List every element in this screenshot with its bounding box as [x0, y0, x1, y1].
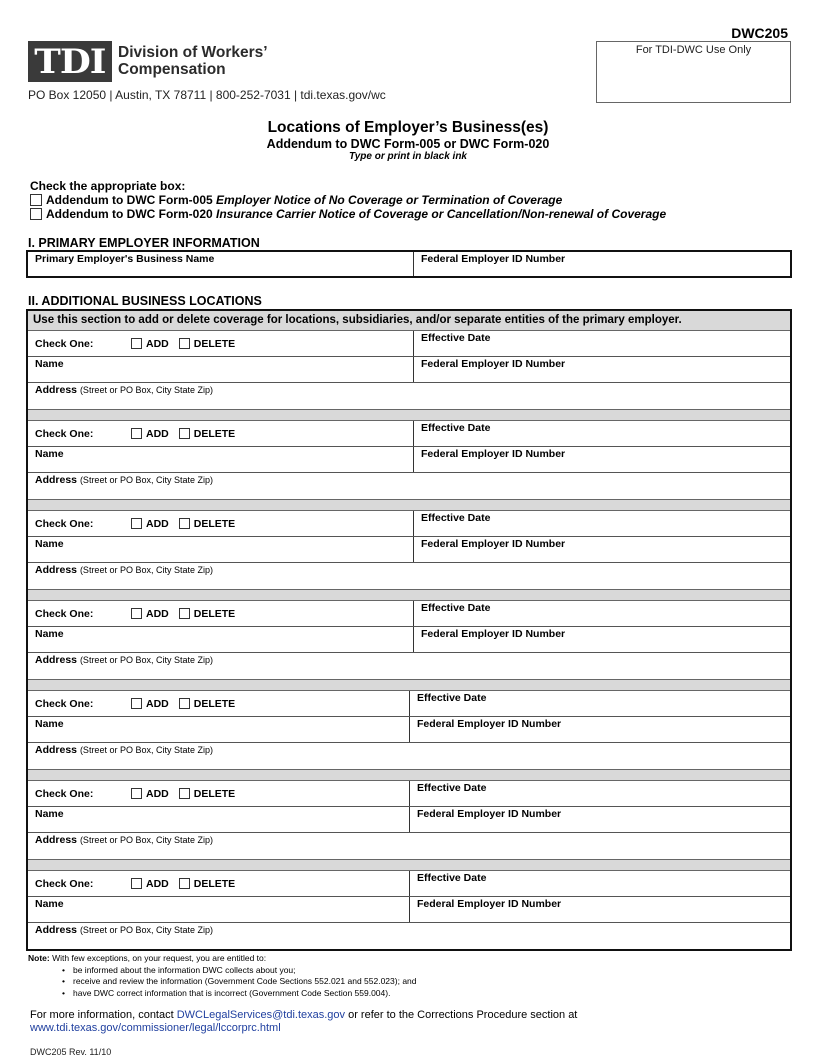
delete-option[interactable]: [179, 338, 235, 350]
address-hint: (Street or PO Box, City State Zip): [79, 565, 213, 575]
location-fein-field[interactable]: [410, 807, 790, 832]
address-hint: (Street or PO Box, City State Zip): [79, 475, 213, 485]
name-row: [28, 897, 790, 923]
block-separator: [28, 769, 790, 781]
location-name-label: Name: [35, 628, 64, 640]
location-name-field[interactable]: [28, 717, 410, 742]
additional-locations-table: [26, 309, 792, 951]
add-option[interactable]: [131, 698, 169, 710]
location-fein-label: Federal Employer ID Number: [417, 808, 562, 820]
location-fein-label: Federal Employer ID Number: [421, 628, 566, 640]
logo-text: TDI: [34, 41, 106, 82]
location-name-field[interactable]: [28, 357, 414, 382]
delete-checkbox[interactable]: [179, 518, 190, 529]
add-label: ADD: [146, 517, 169, 530]
add-label: ADD: [146, 787, 169, 800]
name-row: [28, 717, 790, 743]
delete-option[interactable]: [179, 878, 235, 890]
location-fein-field[interactable]: [410, 717, 790, 742]
location-block: [28, 769, 790, 859]
delete-label: DELETE: [193, 337, 236, 350]
check-one-row: [28, 601, 790, 627]
check-one-row: [28, 421, 790, 447]
check-one-cell: [28, 781, 410, 806]
location-name-label: Name: [35, 448, 64, 460]
add-checkbox[interactable]: [131, 518, 142, 529]
add-option[interactable]: [131, 338, 169, 350]
add-checkbox[interactable]: [131, 698, 142, 709]
location-fein-label: Federal Employer ID Number: [421, 538, 566, 550]
location-blocks: [28, 331, 790, 949]
delete-label: DELETE: [193, 607, 236, 620]
effective-date-label: Effective Date: [417, 872, 487, 884]
location-fein-field[interactable]: [414, 447, 790, 472]
location-fein-label: Federal Employer ID Number: [421, 448, 566, 460]
name-row: [28, 537, 790, 563]
locations-banner: Use this section to add or delete coverage for locations, subsidiaries, and/or separate entities of the primary employer.: [28, 311, 790, 331]
note-bullet: • be informed about the information DWC collects about you;: [62, 965, 417, 977]
address-hint: (Street or PO Box, City State Zip): [79, 385, 213, 395]
form-titles: [0, 119, 816, 163]
location-name-field[interactable]: [28, 807, 410, 832]
effective-date-field[interactable]: [414, 601, 790, 626]
check-one-cell: [28, 871, 410, 896]
address-label: Address: [35, 924, 78, 936]
location-block: [28, 331, 790, 409]
check-one-cell: [28, 511, 414, 536]
block-separator: [28, 409, 790, 421]
more-info-mid: or refer to the Corrections Procedure section at: [345, 1009, 578, 1021]
location-name-label: Name: [35, 718, 64, 730]
note-label: Note:: [28, 953, 50, 963]
location-address-field[interactable]: [28, 923, 790, 949]
location-name-field[interactable]: [28, 537, 414, 562]
location-address-field[interactable]: [28, 743, 790, 769]
location-name-label: Name: [35, 898, 64, 910]
division-line-2: Compensation: [118, 61, 226, 78]
address-label: Address: [35, 744, 78, 756]
check-one-cell: [28, 601, 414, 626]
section-1-heading: I. PRIMARY EMPLOYER INFORMATION: [28, 236, 260, 250]
note-bullets: [28, 965, 417, 1000]
add-option[interactable]: [131, 788, 169, 800]
page-subtitle: Addendum to DWC Form-005 or DWC Form-020: [266, 137, 550, 151]
add-option[interactable]: [131, 518, 169, 530]
address-label: Address: [35, 834, 78, 846]
delete-label: DELETE: [193, 697, 236, 710]
location-fein-field[interactable]: [414, 537, 790, 562]
address-hint: (Street or PO Box, City State Zip): [79, 925, 213, 935]
check-one-label: Check One:: [35, 877, 94, 890]
check-one-label: Check One:: [35, 337, 94, 350]
check-one-label: Check One:: [35, 697, 94, 710]
add-option[interactable]: [131, 878, 169, 890]
effective-date-label: Effective Date: [421, 602, 491, 614]
tdi-logo: [28, 41, 112, 82]
check-one-cell: [28, 331, 414, 356]
form-id: DWC205: [731, 25, 788, 41]
option-form-005: [30, 193, 666, 207]
add-checkbox[interactable]: [131, 878, 142, 889]
block-separator: [28, 679, 790, 691]
effective-date-label: Effective Date: [421, 422, 491, 434]
add-option[interactable]: [131, 428, 169, 440]
check-one-cell: [28, 421, 414, 446]
name-row: [28, 627, 790, 653]
name-row: [28, 357, 790, 383]
delete-label: DELETE: [193, 787, 236, 800]
location-address-field[interactable]: [28, 383, 790, 409]
location-fein-label: Federal Employer ID Number: [417, 898, 562, 910]
effective-date-field[interactable]: [414, 511, 790, 536]
add-checkbox[interactable]: [131, 338, 142, 349]
address-label: Address: [35, 384, 78, 396]
corrections-url-link[interactable]: www.tdi.texas.gov/commissioner/legal/lccorprc.html: [30, 1022, 281, 1034]
add-label: ADD: [146, 607, 169, 620]
more-info: [30, 1009, 577, 1035]
location-fein-field[interactable]: [414, 627, 790, 652]
block-separator: [28, 499, 790, 511]
block-separator: [28, 859, 790, 871]
note-text: With few exceptions, on your request, you are entitled to:: [49, 953, 267, 963]
check-one-label: Check One:: [35, 787, 94, 800]
delete-label: DELETE: [193, 877, 236, 890]
add-label: ADD: [146, 337, 169, 350]
note-bullet: • have DWC correct information that is incorrect (Government Code Section 559.004).: [62, 988, 417, 1000]
delete-option[interactable]: [179, 608, 235, 620]
location-fein-label: Federal Employer ID Number: [421, 358, 566, 370]
add-checkbox[interactable]: [131, 788, 142, 799]
check-one-cell: [28, 691, 410, 716]
location-block: [28, 679, 790, 769]
add-checkbox[interactable]: [131, 428, 142, 439]
primary-fein-label: Federal Employer ID Number: [421, 253, 566, 265]
location-address-field[interactable]: [28, 563, 790, 589]
location-name-label: Name: [35, 808, 64, 820]
delete-option[interactable]: [179, 788, 235, 800]
name-row: [28, 807, 790, 833]
add-checkbox[interactable]: [131, 608, 142, 619]
location-address-field[interactable]: [28, 833, 790, 859]
effective-date-label: Effective Date: [421, 512, 491, 524]
check-one-label: Check One:: [35, 607, 94, 620]
effective-date-label: Effective Date: [417, 782, 487, 794]
location-fein-label: Federal Employer ID Number: [417, 718, 562, 730]
add-label: ADD: [146, 427, 169, 440]
address-hint: (Street or PO Box, City State Zip): [79, 745, 213, 755]
check-heading: Check the appropriate box:: [30, 179, 186, 193]
delete-option[interactable]: [179, 518, 235, 530]
delete-checkbox[interactable]: [179, 608, 190, 619]
form-type-selector: [30, 179, 666, 221]
address-label: Address: [35, 654, 78, 666]
page-title: Locations of Employer’s Business(es): [267, 119, 549, 136]
location-block: [28, 409, 790, 499]
location-name-label: Name: [35, 358, 64, 370]
effective-date-field[interactable]: [410, 781, 790, 806]
primary-employer-table: [26, 250, 792, 278]
delete-checkbox[interactable]: [179, 878, 190, 889]
checkbox-form-020[interactable]: [30, 208, 42, 220]
division-line-1: Division of Workers’: [118, 44, 268, 61]
add-option[interactable]: [131, 608, 169, 620]
delete-checkbox[interactable]: [179, 428, 190, 439]
check-one-label: Check One:: [35, 427, 94, 440]
location-block: [28, 859, 790, 949]
address-label: Address: [35, 564, 78, 576]
check-one-row: [28, 871, 790, 897]
more-info-prefix: For more information, contact: [30, 1009, 177, 1021]
delete-checkbox[interactable]: [179, 788, 190, 799]
location-block: [28, 499, 790, 589]
effective-date-label: Effective Date: [421, 332, 491, 344]
privacy-note: [28, 953, 417, 999]
check-one-row: [28, 331, 790, 357]
effective-date-field[interactable]: [414, 421, 790, 446]
name-row: [28, 447, 790, 473]
block-separator: [28, 589, 790, 601]
primary-fein-field[interactable]: [414, 252, 790, 276]
delete-checkbox[interactable]: [179, 338, 190, 349]
address-hint: (Street or PO Box, City State Zip): [79, 835, 213, 845]
email-link[interactable]: DWCLegalServices@tdi.texas.gov: [176, 1009, 346, 1021]
location-fein-field[interactable]: [414, 357, 790, 382]
add-label: ADD: [146, 697, 169, 710]
location-fein-field[interactable]: [410, 897, 790, 922]
address-hint: (Street or PO Box, City State Zip): [79, 655, 213, 665]
effective-date-field[interactable]: [410, 871, 790, 896]
address-label: Address: [35, 474, 78, 486]
location-name-field[interactable]: [28, 627, 414, 652]
note-bullet: • receive and review the information (Government Code Sections 552.021 and 552.023); and: [62, 976, 417, 988]
checkbox-form-005[interactable]: [30, 194, 42, 206]
location-address-field[interactable]: [28, 473, 790, 499]
revision-label: DWC205 Rev. 11/10: [30, 1047, 112, 1056]
option-form-020-label: Addendum to DWC Form-020: [46, 207, 213, 221]
location-address-field[interactable]: [28, 653, 790, 679]
add-label: ADD: [146, 877, 169, 890]
delete-label: DELETE: [193, 517, 236, 530]
delete-label: DELETE: [193, 427, 236, 440]
effective-date-field[interactable]: [410, 691, 790, 716]
location-name-label: Name: [35, 538, 64, 550]
contact-line: PO Box 12050 | Austin, TX 78711 | 800-252-7031 | tdi.texas.gov/wc: [28, 88, 386, 102]
check-one-row: [28, 691, 790, 717]
primary-business-name-label: Primary Employer's Business Name: [35, 253, 215, 265]
primary-business-name-field[interactable]: [28, 252, 414, 276]
check-one-row: [28, 511, 790, 537]
section-2-heading: II. ADDITIONAL BUSINESS LOCATIONS: [28, 294, 262, 308]
option-form-020: [30, 207, 666, 221]
division-name: [118, 44, 268, 78]
effective-date-field[interactable]: [414, 331, 790, 356]
office-use-box: [596, 41, 791, 103]
office-use-label: For TDI-DWC Use Only: [635, 44, 752, 56]
check-one-row: [28, 781, 790, 807]
delete-option[interactable]: [179, 428, 235, 440]
delete-option[interactable]: [179, 698, 235, 710]
option-form-020-desc: Insurance Carrier Notice of Coverage or Cancellation/Non-renewal of Coverage: [216, 207, 667, 221]
ink-instruction: Type or print in black ink: [349, 151, 467, 162]
location-name-field[interactable]: [28, 447, 414, 472]
location-block: [28, 589, 790, 679]
effective-date-label: Effective Date: [417, 692, 487, 704]
location-name-field[interactable]: [28, 897, 410, 922]
option-form-005-desc: Employer Notice of No Coverage or Termination of Coverage: [216, 193, 563, 207]
delete-checkbox[interactable]: [179, 698, 190, 709]
check-one-label: Check One:: [35, 517, 94, 530]
option-form-005-label: Addendum to DWC Form-005: [46, 193, 213, 207]
